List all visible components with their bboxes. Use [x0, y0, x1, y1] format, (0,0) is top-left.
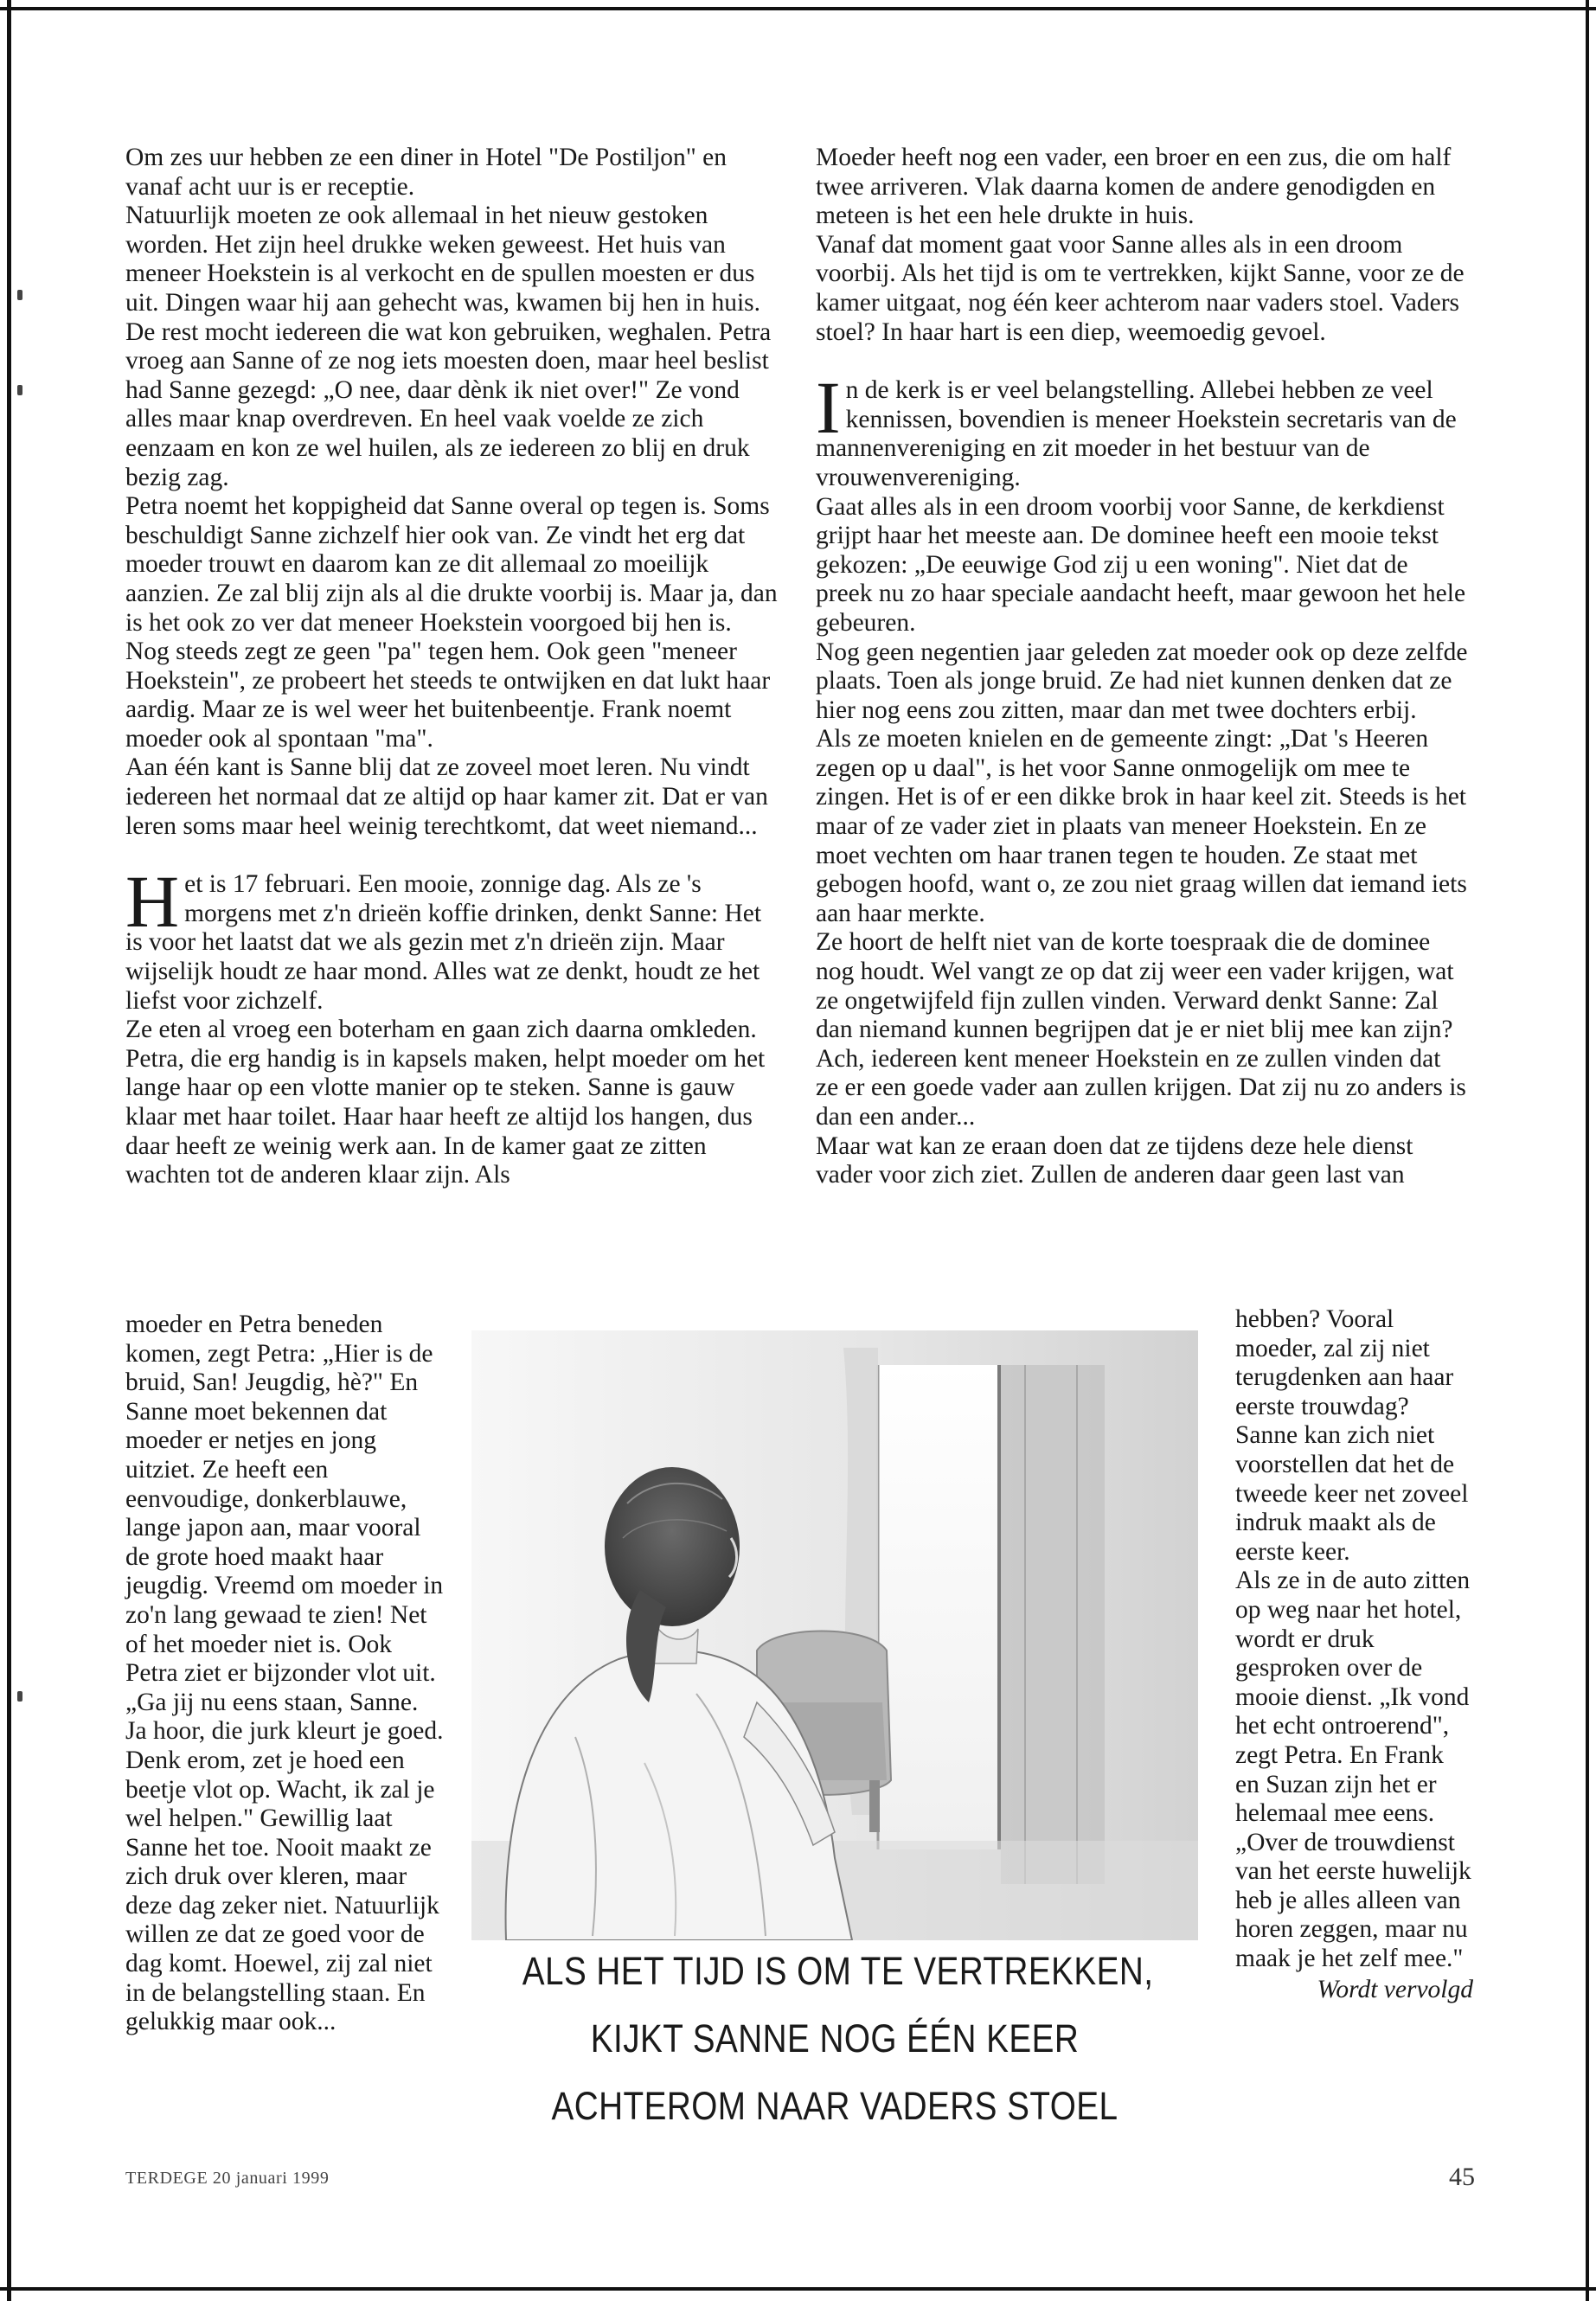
pull-quote-line: ACHTEROM NAAR VADERS STOEL [551, 2084, 1118, 2128]
binding-mark [17, 385, 22, 395]
binding-mark [17, 290, 22, 300]
page-border-bottom [0, 2287, 1596, 2291]
binding-mark [17, 1691, 22, 1702]
right-narrow-column [1235, 1305, 1473, 2004]
left-narrow-column [125, 1311, 445, 2037]
page-border-right [1586, 0, 1589, 2301]
paragraph: Maar wat kan ze eraan doen dat ze tijdens deze hele dienst vader voor zich ziet. Zullen de anderen daar geen last van [816, 1131, 1413, 1189]
paragraph: Petra noemt het koppigheid dat Sanne overal op tegen is. Soms beschuldigt Sanne zichzelf hier ook van. Ze vindt het erg dat moeder trouwt en daarom kan ze dit allemaal zo moeilijk aanzien. Ze zal blij zijn als al die drukte voorbij is. Maar ja, dan is het ook zo ver dat meneer Hoekstein voorgoed bij hen is. [125, 492, 778, 637]
page-border-left [7, 0, 11, 2301]
left-column [125, 144, 779, 1190]
paragraph: Moeder heeft nog een vader, een broer en een zus, die om half twee arriveren. Vlak daarna komen de andere genodigden en meteen is het een hele drukte in huis. [816, 144, 1452, 230]
paragraph: Ze eten al vroeg een boterham en gaan zich daarna omkleden. Petra, die erg handig is in kapsels maken, helpt moeder om het lange haar op een vlotte manier op te steken. Sanne is gauw klaar met haar toilet. Haar haar heeft ze altijd los hangen, dus daar heeft ze weinig werk aan. In de kamer gaat ze zitten wachten tot de anderen klaar zijn. Als [125, 1016, 766, 1189]
illustration [471, 1330, 1198, 1940]
paragraph: Natuurlijk moeten ze ook allemaal in het nieuw gestoken worden. Het zijn heel drukke weken geweest. Het huis van meneer Hoekstein is al verkocht en de spullen moesten er dus uit. Dingen waar hij aan gehecht was, kwamen bij hen in huis. De rest mocht iedereen die wat kon gebruiken, weghalen. Petra vroeg aan Sanne of ze nog iets moesten doen, maar heel beslist had Sanne gezegd: „O nee, daar dènk ik niet over!" Ze vond alles maar knap overdreven. En heel vaak voelde ze zich eenzaam en kon ze wel huilen, als ze iedereen zo blij en druk bezig zag. [125, 202, 772, 491]
continuation-note: Wordt vervolgd [1317, 1975, 1473, 2003]
door [1001, 1365, 1105, 1884]
publication-footer: TERDEGE 20 januari 1999 [125, 2169, 330, 2188]
paragraph: hebben? Vooral moeder, zal zij niet terugdenken aan haar eerste trouwdag? Sanne kan zich niet voorstellen dat het de tweede keer net zoveel indruk maakt als de eerste keer. [1235, 1305, 1469, 1566]
paragraph: Nog steeds zegt ze geen "pa" tegen hem. Ook geen "meneer Hoekstein", ze probeert het steeds te ontwijken en dat lukt haar aardig. Maar ze is wel weer het buitenbeentje. Frank noemt moeder ook al spontaan "ma". [125, 638, 771, 753]
section-opening: Het is 17 februari. Een mooie, zonnige dag. Als ze 's morgens met z'n drieën koffie drinken, denkt Sanne: Het is voor het laatst dat we als gezin met z'n drieën zijn. Maar wijselijk houdt ze haar mond. Alles wat ze denkt, houdt ze het liefst voor zichzelf. [125, 860, 762, 1015]
section-opening: In de kerk is er veel belangstelling. Allebei hebben ze veel kennissen, bovendien is meneer Hoekstein secretaris van de mannenvereniging en zit moeder in het bestuur van de vrouwenvereniging. [816, 366, 1457, 491]
paragraph: Aan één kant is Sanne blij dat ze zoveel moet leren. Nu vindt iedereen het normaal dat ze altijd op haar kamer zit. Dat er van leren soms maar heel weinig terechtkomt, dat weet niemand... [125, 753, 768, 840]
page-border-top [0, 7, 1596, 10]
paragraph: Ze hoort de helft niet van de korte toespraak die de dominee nog houdt. Wel vangt ze op dat zij weer een vader krijgen, wat ze ongetwijfeld fijn zullen vinden. Verward denkt Sanne: Zal dan niemand kunnen begrijpen dat je er niet blij mee kan zijn? Ach, iedereen kent meneer Hoekstein en ze zullen vinden dat ze er een goede vader aan zullen krijgen. Dat zij nu zo anders is dan een ander... [816, 928, 1466, 1131]
page-number: 45 [1449, 2163, 1475, 2191]
paragraph: Vanaf dat moment gaat voor Sanne alles als in een droom voorbij. Als het tijd is om te vertrekken, kijkt Sanne, voor ze de kamer uitgaat, nog één keer achterom naar vaders stoel. Vaders stoel? In haar hart is een diep, weemoedig gevoel. [816, 230, 1465, 346]
figure-hair [605, 1467, 740, 1626]
pull-quote-line: KIJKT SANNE NOG ÉÉN KEER [590, 2016, 1080, 2061]
paragraph: Gaat alles als in een droom voorbij voor Sanne, de kerkdienst grijpt haar het meeste aan. De dominee heeft een mooie tekst gekozen: „De eeuwige God zij u een woning". Niet dat de preek nu zo haar speciale aandacht heeft, maar gewoon het hele gebeuren. [816, 492, 1466, 637]
drop-cap: H [125, 860, 180, 944]
paragraph: moeder en Petra beneden komen, zegt Petra: „Hier is de bruid, San! Jeugdig, hè?" En Sanne moet bekennen dat moeder er netjes en jong uitziet. Ze heeft een eenvoudige, donkerblauwe, lange japon aan, maar vooral de grote hoed maakt haar jeugdig. Vreemd om moeder in zo'n lang gewaad te zien! Net of het moeder niet is. Ook Petra ziet er bijzonder vlot uit. [125, 1311, 444, 1688]
paragraph: Als ze moeten knielen en de gemeente zingt: „Dat 's Heeren zegen op u daal", is het voor Sanne onmogelijk om mee te zingen. Het is of er een dikke brok in haar keel zit. Steeds is het maar of ze vader ziet in plaats van meneer Hoekstein. En ze moet vechten om haar tranen tegen te houden. Ze staat met gebogen hoofd, want o, ze zou niet graag willen dat iemand iets aan haar merkte. [816, 725, 1467, 927]
right-column [816, 144, 1469, 1190]
window [878, 1365, 999, 1849]
paragraph: Als ze in de auto zitten op weg naar het hotel, wordt er druk gesproken over de mooie dienst. „Ik vond het echt ontroerend", zegt Petra. En Frank en Suzan zijn het er helemaal mee eens. „Over de trouwdienst van het eerste huwelijk heb je alles alleen van horen zeggen, maar nu maak je het zelf mee." [1235, 1567, 1471, 1973]
paragraph: Nog geen negentien jaar geleden zat moeder ook op deze zelfde plaats. Toen als jonge bruid. Ze had niet kunnen denken dat ze hier nog eens zou zitten, maar dan met twee dochters erbij. [816, 638, 1468, 724]
pull-quote [522, 1938, 1154, 2140]
paragraph: Om zes uur hebben ze een diner in Hotel "De Postiljon" en vanaf acht uur is er receptie. [125, 144, 727, 201]
pull-quote-line: ALS HET TIJD IS OM TE VERTREKKEN, [522, 1949, 1154, 1993]
drop-cap: I [816, 366, 841, 450]
paragraph: „Ga jij nu eens staan, Sanne. Ja hoor, die jurk kleurt je goed. Denk erom, zet je hoed een beetje vlot op. Wacht, ik zal je wel helpen." Gewillig laat Sanne het toe. Nooit maakt ze zich druk over kleren, maar deze dag zeker niet. Natuurlijk willen ze dat ze goed voor de dag komt. Hoewel, zij zal niet in de belangstelling staan. En gelukkig maar ook... [125, 1688, 444, 2036]
